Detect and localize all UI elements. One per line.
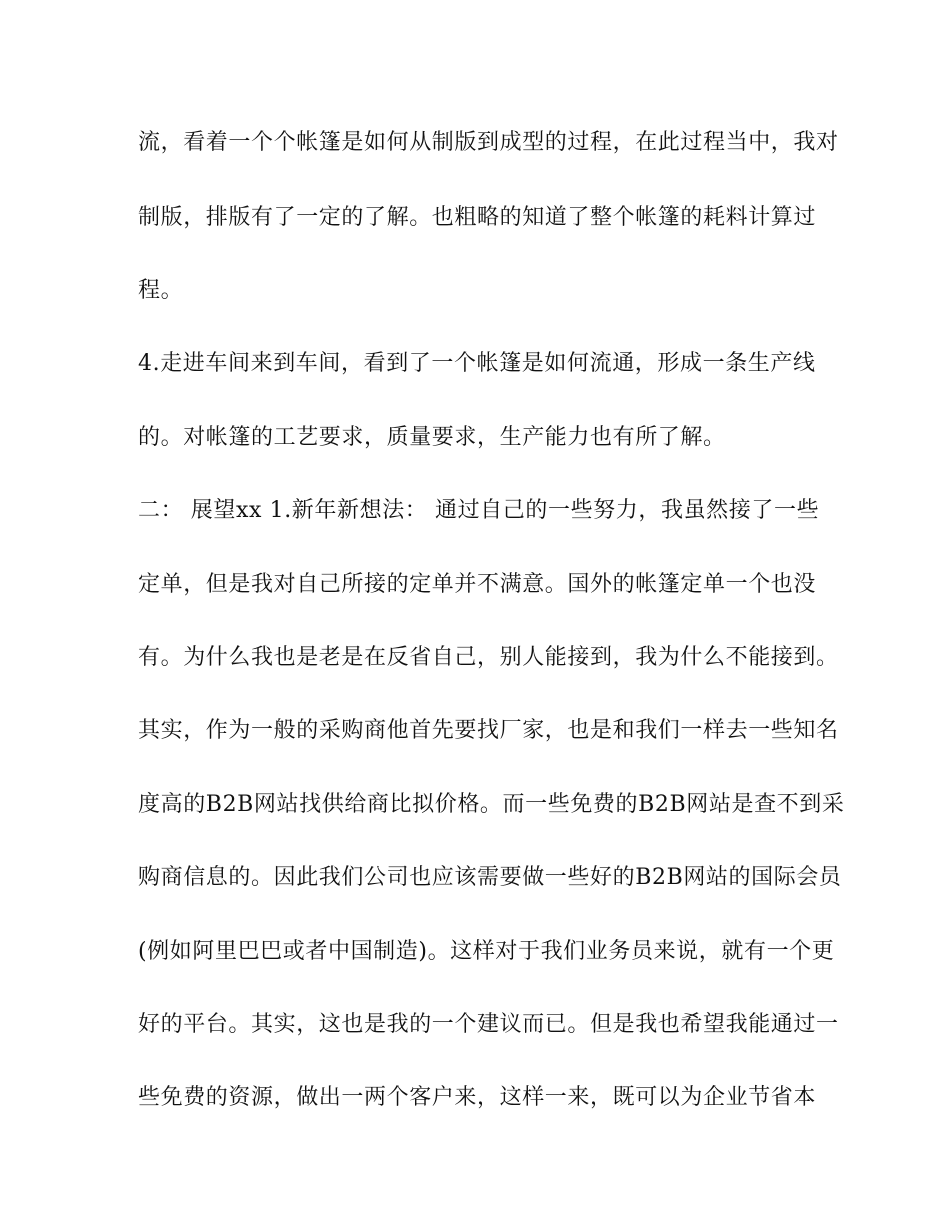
text-line: 有。为什么我也是老是在反省自己，别人能接到，我为什么不能接到。 [138, 645, 839, 670]
text-line: 4.走进车间来到车间，看到了一个帐篷是如何流通，形成一条生产线 [138, 351, 816, 376]
text-line: 的。对帐篷的工艺要求，质量要求，生产能力也有所了解。 [138, 425, 726, 450]
text-line: 流，看着一个个帐篷是如何从制版到成型的过程，在此过程当中，我对 [138, 130, 839, 155]
text-line: 二： 展望xx 1.新年新想法： 通过自己的一些努力，我虽然接了一些 [138, 498, 820, 523]
text-line: (例如阿里巴巴或者中国制造)。这样对于我们业务员来说，就有一个更 [138, 939, 835, 964]
text-line: 制版，排版有了一定的了解。也粗略的知道了整个帐篷的耗料计算过 [138, 205, 817, 230]
text-line: 其实，作为一般的采购商他首先要找厂家，也是和我们一样去一些知名 [138, 718, 839, 743]
text-line: 度高的B2B网站找供给商比拟价格。而一些免费的B2B网站是查不到采 [138, 792, 845, 817]
text-line: 程。 [138, 278, 184, 303]
text-line: 定单，但是我对自己所接的定单并不满意。国外的帐篷定单一个也没 [138, 572, 817, 597]
text-line: 些免费的资源，做出一两个客户来，这样一来，既可以为企业节省本 [138, 1085, 817, 1110]
text-line: 好的平台。其实，这也是我的一个建议而已。但是我也希望我能通过一 [138, 1012, 839, 1037]
text-line: 购商信息的。因此我们公司也应该需要做一些好的B2B网站的国际会员 [138, 865, 842, 890]
